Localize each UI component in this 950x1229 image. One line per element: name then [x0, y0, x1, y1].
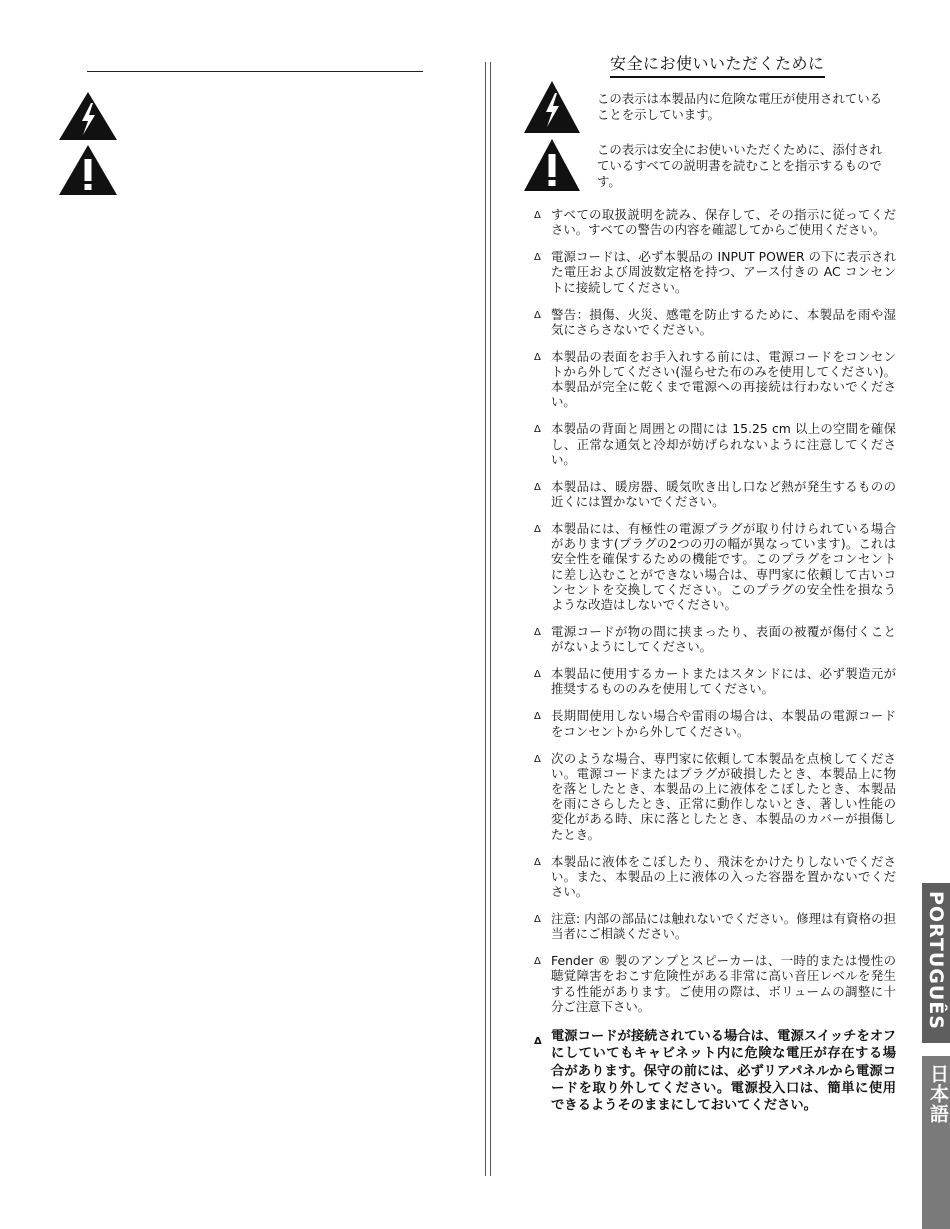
bullet-icon: Δ	[534, 481, 541, 493]
list-item-text: すべての取扱説明を読み、保存して、その指示に従ってください。すべての警告の内容を確認してからご使用ください。	[551, 207, 896, 238]
list-item-text: 本製品に液体をこぼしたり、飛沫をかけたりしないでください。また、本製品の上に液体の入った容器を置かないでください。	[551, 853, 896, 900]
list-item	[534, 708, 896, 738]
lightning-warning-icon	[523, 80, 581, 134]
list-item	[534, 751, 896, 842]
tab-japanese[interactable]	[922, 1056, 950, 1229]
list-item-warning	[534, 1028, 896, 1114]
list-item-text: 電源コードは、必ず本製品の INPUT POWER の下に表示された電圧および周波数定格を持つ、アース付きの AC コンセントに接続してください。	[551, 249, 896, 295]
list-item	[534, 349, 896, 410]
column-divider	[490, 62, 491, 1176]
list-item-text: 本製品の背面と周囲との間には 15.25 cm 以上の空間を確保し、正常な通気と冷却が妨げられないように注意してください。	[551, 421, 896, 467]
bullet-icon: Δ	[534, 856, 541, 868]
list-item	[534, 521, 896, 612]
list-item-text: 本製品の表面をお手入れする前には、電源コードをコンセントから外してください(湿らせた布のみを使用してください)。本製品が完全に乾くまで電源への再接続は行わないでください。	[551, 348, 896, 410]
list-item	[534, 624, 896, 654]
list-item-text: 本製品には、有極性の電源プラグが取り付けられている場合があります(プラグの2つの刃の幅が異なっています)。これは安全性を確保するための機能です。このプラグをコンセントに差し込むことができない場合は、専門家に依頼して古いコンセントを交換してください。このプラグの安全性を損なうような改造はしないでください。	[551, 521, 896, 613]
list-item	[534, 666, 896, 696]
list-item	[534, 421, 896, 467]
list-item	[534, 953, 896, 1014]
lightning-warning-icon	[58, 91, 118, 141]
bullet-icon: Δ	[534, 956, 541, 968]
page-title: 安全にお使いいただくために	[610, 51, 825, 78]
exclamation-warning-icon	[523, 138, 581, 192]
bullet-icon: Δ	[534, 424, 541, 436]
left-header-rule	[87, 71, 423, 72]
lightning-symbol-description: この表示は本製品内に危険な電圧が使用されていることを示しています。	[597, 91, 882, 122]
list-item	[534, 854, 896, 900]
list-item	[534, 479, 896, 509]
list-item-text: 次のような場合、専門家に依頼して本製品を点検してください。電源コードまたはプラグが破損したとき、本製品上に物を落としたとき、本製品の上に液体をこぼしたとき、本製品を雨にさらしたとき、正常に動作しないとき、著しい性能の変化がある時、床に落としたとき、本製品のカバーが損傷したとき。	[551, 750, 896, 842]
list-item-text: 警告：損傷、火災、感電を防止するために、本製品を雨や湿気にさらさないでください。	[551, 306, 896, 337]
list-item	[534, 207, 896, 237]
list-item-text: 電源コードが物の間に挟まったり、表面の被覆が傷付くことがないようにしてください。	[551, 624, 896, 655]
exclamation-symbol-description: この表示は安全にお使いいただくために、添付されているすべての説明書を読むことを指示するものです。	[597, 142, 882, 189]
bullet-icon: Δ	[534, 914, 541, 926]
bullet-icon: Δ	[534, 753, 541, 765]
list-item-text: 本製品に使用するカートまたはスタンドには、必ず製造元が推奨するもののみを使用してください。	[551, 666, 896, 697]
bullet-icon: Δ	[534, 627, 541, 639]
list-item-text: Fender ® 製のアンプとスピーカーは、一時的または慢性の聴覚障害をおこす危険性がある非常に高い音圧レベルを発生する性能があります。ご使用の際は、ボリュームの調整に十分ご注意下さい。	[551, 953, 896, 1014]
bullet-icon: Δ	[534, 1036, 542, 1048]
bullet-icon: Δ	[534, 210, 541, 221]
bullet-icon: Δ	[534, 252, 541, 264]
list-item	[534, 307, 896, 337]
bullet-icon: Δ	[534, 309, 541, 321]
list-item	[534, 911, 896, 941]
tab-portuguese[interactable]	[922, 883, 950, 1043]
bullet-icon: Δ	[534, 711, 541, 723]
column-divider	[485, 62, 486, 1176]
list-item-text: 電源コードが接続されている場合は、電源スイッチをオフにしていてもキャビネット内に危険な電圧が存在する場合があります。保守の前には、必ずリアパネルから電源コードを取り外してください。電源投入口は、簡単に使用できるようそのままにしておいてください。	[551, 1029, 896, 1113]
list-item	[534, 249, 896, 295]
bullet-icon: Δ	[534, 524, 541, 536]
tab-portuguese-label: PORTUGUÊS	[925, 891, 947, 1030]
list-item-text: 注意: 内部の部品には触れないでください。修理は有資格の担当者にご相談ください。	[551, 911, 896, 942]
bullet-icon: Δ	[534, 351, 541, 363]
list-item-text: 長期間使用しない場合や雷雨の場合は、本製品の電源コードをコンセントから外してください。	[551, 708, 896, 739]
exclamation-warning-icon	[58, 144, 118, 196]
tab-japanese-label: 日本語	[927, 1064, 949, 1124]
bullet-icon: Δ	[534, 669, 541, 681]
list-item-text: 本製品は、暖房器、暖気吹き出し口など熱が発生するものの近くには置かないでください。	[551, 478, 896, 510]
safety-instructions-list	[534, 207, 896, 1126]
